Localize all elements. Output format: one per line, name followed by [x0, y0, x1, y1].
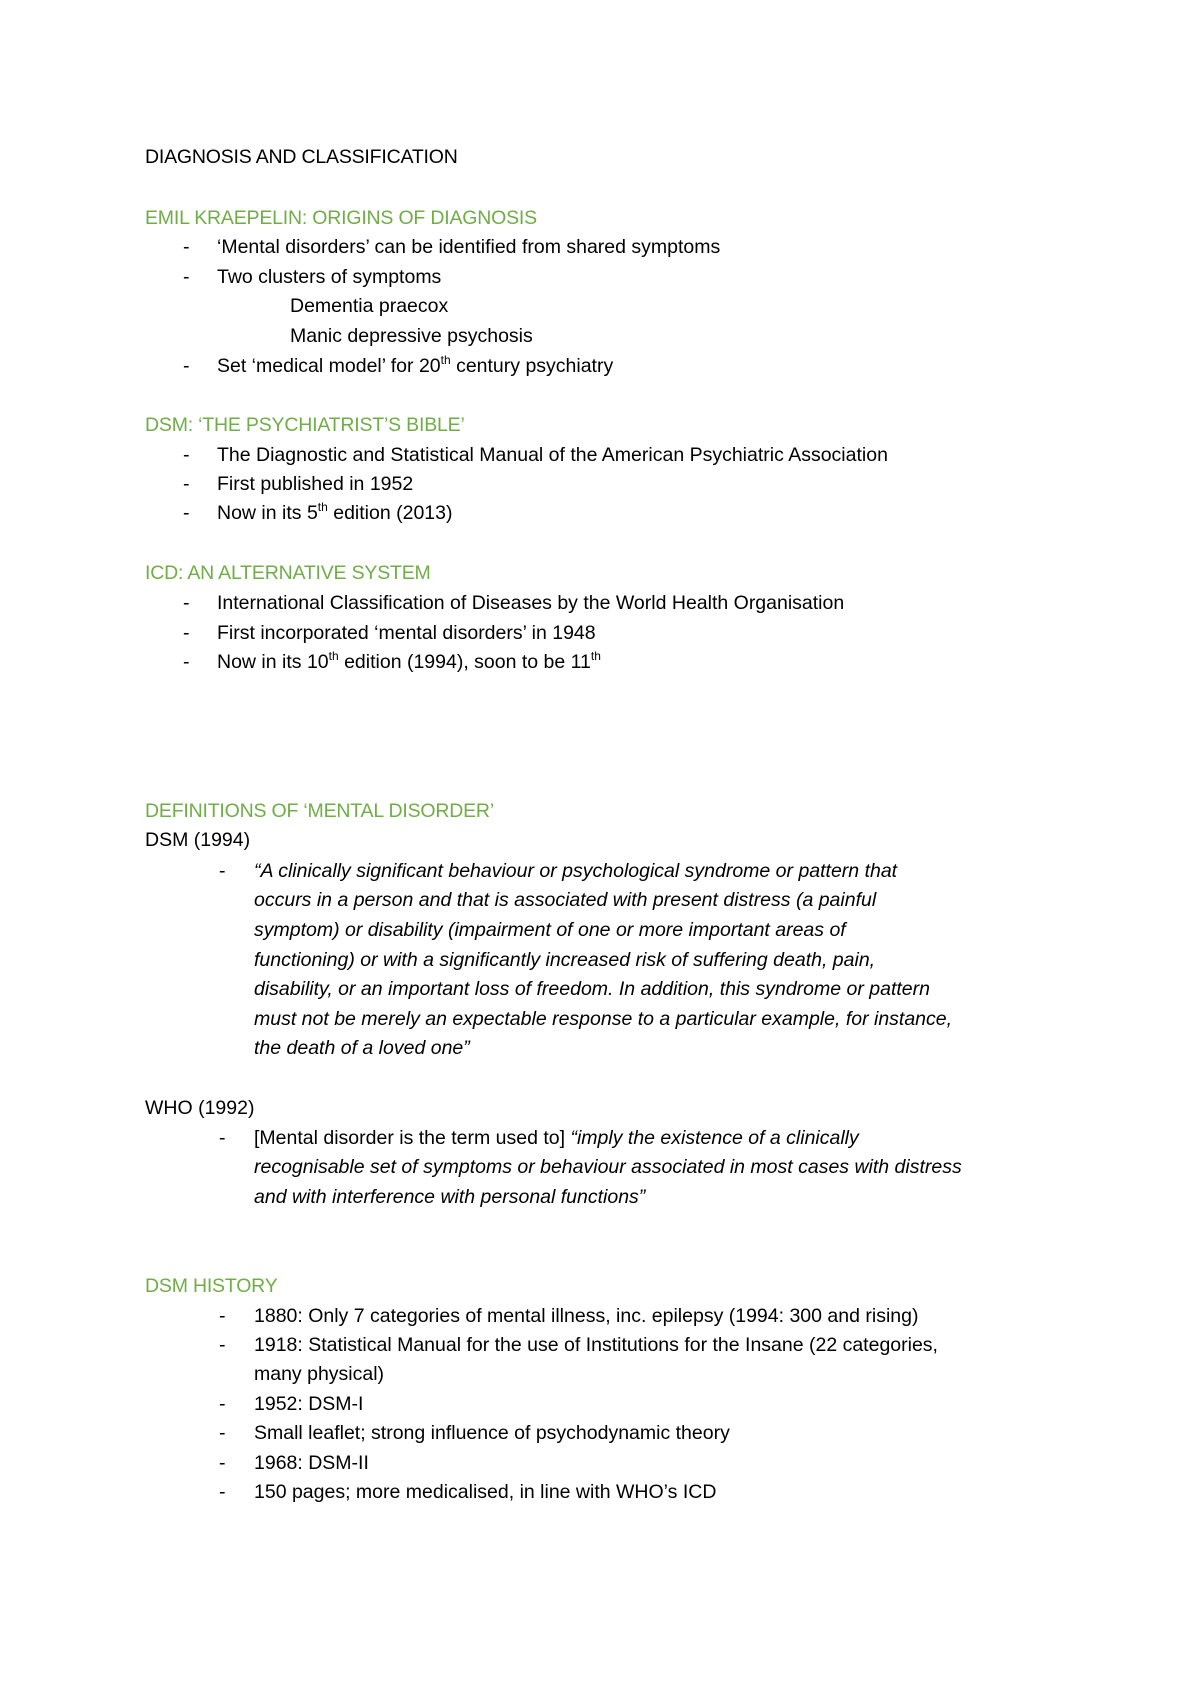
- bullet-dash: -: [183, 473, 190, 495]
- list-item: 1918: Statistical Manual for the use of Institutions for the Insane (22 categories,: [254, 1334, 938, 1356]
- text-run: Set ‘medical model’ for 20: [217, 355, 441, 377]
- quote-line: must not be merely an expectable response to a particular example, for instance,: [254, 1008, 953, 1030]
- superscript: th: [317, 499, 328, 514]
- section-heading-dsm: DSM: ‘THE PSYCHIATRIST’S BIBLE’: [145, 414, 465, 436]
- quote-prefix: [Mental disorder is the term used to]: [254, 1127, 571, 1149]
- document-title: DIAGNOSIS AND CLASSIFICATION: [145, 146, 458, 168]
- bullet-dash: -: [183, 236, 190, 258]
- bullet-dash: -: [183, 355, 190, 377]
- bullet-dash: -: [219, 1334, 226, 1356]
- dsm-1994-label: DSM (1994): [145, 829, 251, 851]
- quote-line: and with interference with personal functions”: [254, 1186, 646, 1208]
- quote-line: the death of a loved one”: [254, 1037, 470, 1059]
- superscript: th: [590, 648, 601, 663]
- bullet-dash: -: [219, 860, 226, 882]
- list-item: [217, 501, 452, 525]
- list-item: ‘Mental disorders’ can be identified from shared symptoms: [217, 236, 721, 258]
- quote-line: [254, 1126, 859, 1150]
- bullet-dash: -: [219, 1422, 226, 1444]
- list-item: International Classification of Diseases by the World Health Organisation: [217, 592, 845, 614]
- bullet-dash: -: [219, 1305, 226, 1327]
- list-item: 1880: Only 7 categories of mental illness, inc. epilepsy (1994: 300 and rising): [254, 1305, 919, 1327]
- sub-list-item: Manic depressive psychosis: [290, 325, 533, 347]
- list-item: First incorporated ‘mental disorders’ in 1948: [217, 622, 596, 644]
- list-item: Small leaflet; strong influence of psychodynamic theory: [254, 1422, 730, 1444]
- list-item: Two clusters of symptoms: [217, 266, 442, 288]
- quote-line: symptom) or disability (impairment of one or more important areas of: [254, 919, 846, 941]
- text-run: Now in its 10: [217, 651, 329, 673]
- text-run: century psychiatry: [450, 355, 614, 377]
- quote-line: disability, or an important loss of freedom. In addition, this syndrome or pattern: [254, 978, 930, 1000]
- bullet-dash: -: [183, 502, 190, 524]
- quote-text: “imply the existence of a clinically: [570, 1127, 859, 1149]
- sub-list-item: Dementia praecox: [290, 295, 449, 317]
- section-heading-definitions: DEFINITIONS OF ‘MENTAL DISORDER’: [145, 800, 494, 822]
- bullet-dash: -: [183, 592, 190, 614]
- superscript: th: [328, 648, 339, 663]
- quote-line: “A clinically significant behaviour or psychological syndrome or pattern that: [254, 860, 898, 882]
- quote-line: functioning) or with a significantly increased risk of suffering death, pain,: [254, 949, 876, 971]
- bullet-dash: -: [183, 651, 190, 673]
- bullet-dash: -: [219, 1393, 226, 1415]
- text-run: Now in its 5: [217, 502, 318, 524]
- section-heading-kraepelin: EMIL KRAEPELIN: ORIGINS OF DIAGNOSIS: [145, 207, 537, 229]
- list-item: 1952: DSM-I: [254, 1393, 364, 1415]
- who-1992-label: WHO (1992): [145, 1097, 255, 1119]
- text-run: edition (1994), soon to be 11: [338, 651, 591, 673]
- list-item: [217, 354, 613, 378]
- list-item: [217, 650, 601, 674]
- section-heading-dsm-history: DSM HISTORY: [145, 1275, 278, 1297]
- bullet-dash: -: [183, 266, 190, 288]
- superscript: th: [440, 352, 451, 367]
- list-item: The Diagnostic and Statistical Manual of the American Psychiatric Association: [217, 444, 888, 466]
- list-item-continuation: many physical): [254, 1363, 385, 1385]
- text-run: edition (2013): [327, 502, 453, 524]
- quote-line: occurs in a person and that is associated with present distress (a painful: [254, 889, 877, 911]
- list-item: 1968: DSM-II: [254, 1452, 369, 1474]
- section-heading-icd: ICD: AN ALTERNATIVE SYSTEM: [145, 562, 431, 584]
- bullet-dash: -: [183, 444, 190, 466]
- bullet-dash: -: [219, 1452, 226, 1474]
- bullet-dash: -: [219, 1481, 226, 1503]
- list-item: 150 pages; more medicalised, in line with WHO’s ICD: [254, 1481, 717, 1503]
- bullet-dash: -: [219, 1127, 226, 1149]
- list-item: First published in 1952: [217, 473, 414, 495]
- bullet-dash: -: [183, 622, 190, 644]
- quote-line: recognisable set of symptoms or behaviour associated in most cases with distress: [254, 1156, 962, 1178]
